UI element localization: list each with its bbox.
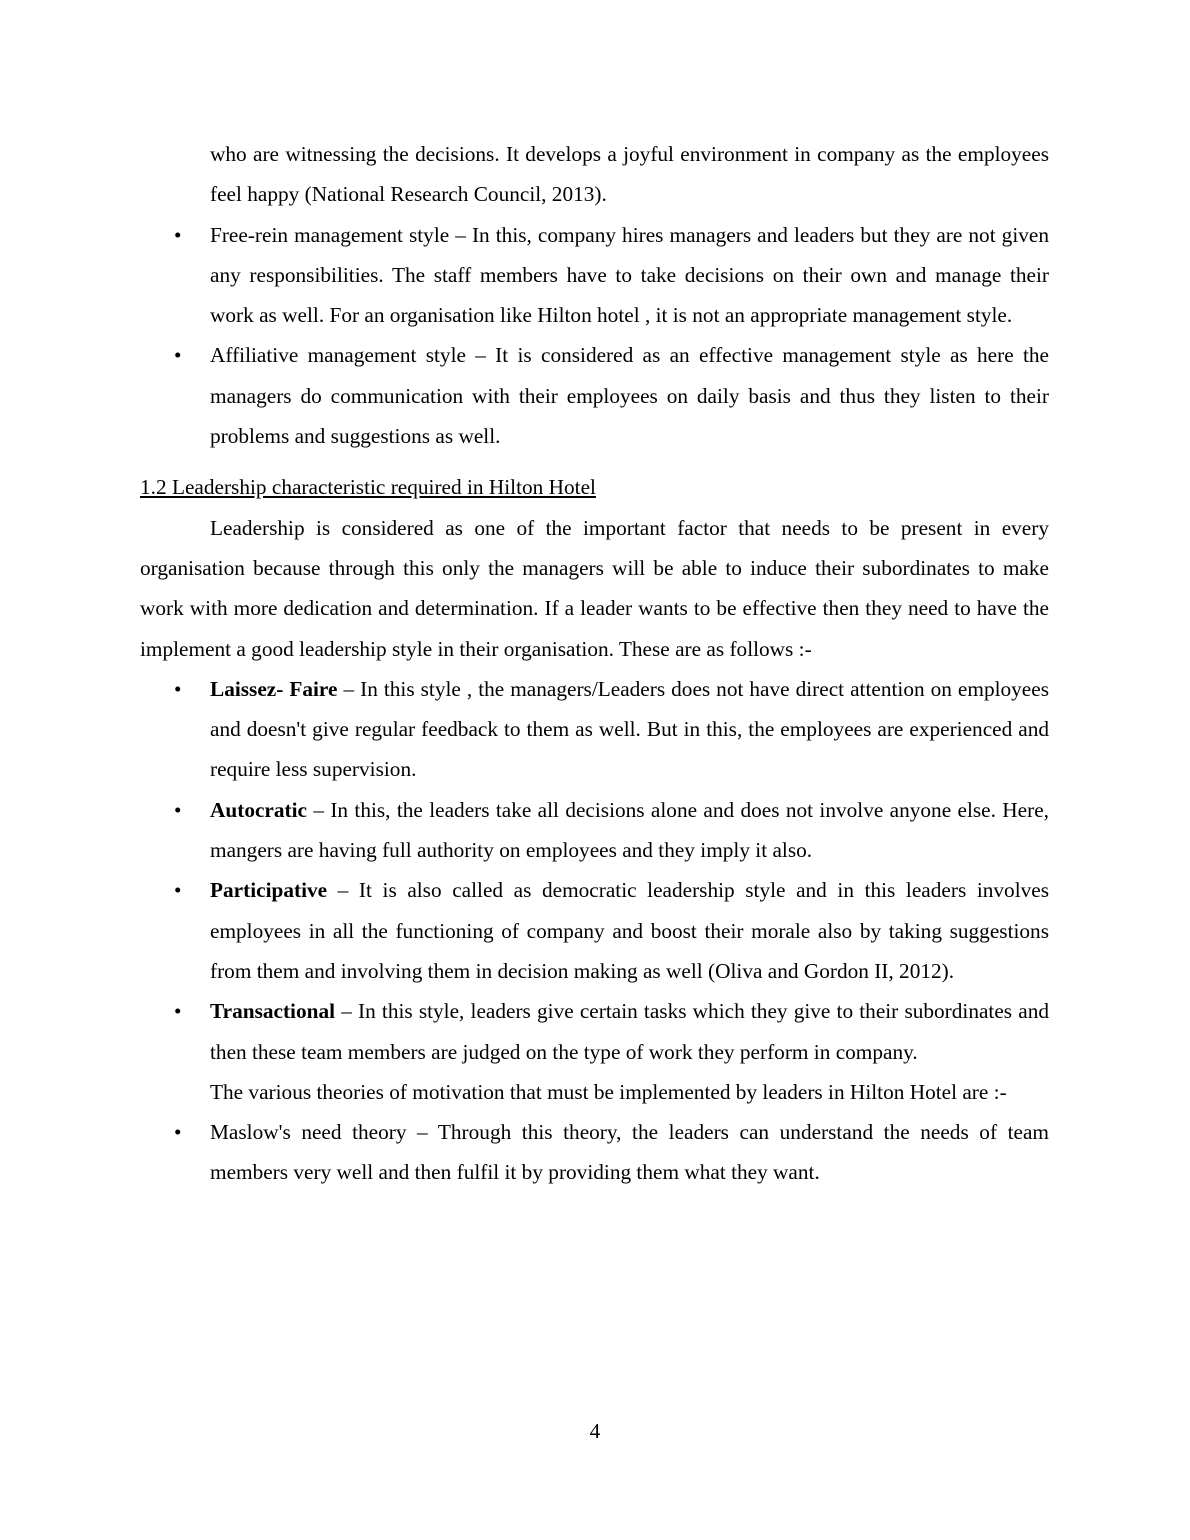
bullet-icon: •: [174, 222, 182, 247]
list-item-text: – In this, the leaders take all decisions alone and does not involve anyone else. Here, mangers are having full authority on employees and they imply it also.: [210, 797, 1049, 863]
list-item-laissez-faire: [140, 669, 1049, 790]
list-item-affiliative: [140, 335, 1049, 456]
bullet-icon: •: [174, 999, 182, 1024]
page-number: 4: [589, 1419, 601, 1443]
motivation-theories-list: [140, 1112, 1049, 1193]
motivation-intro-paragraph: The various theories of motivation that must be implemented by leaders in Hilton Hotel are :-: [210, 1079, 1007, 1104]
bullet-icon: •: [174, 878, 182, 903]
bullet-icon: •: [174, 676, 182, 701]
bullet-icon: •: [174, 343, 182, 368]
list-item-text: Free-rein management style – In this, company hires managers and leaders but they are not given any responsibilities. The staff members have to take decisions on their own and manage their work as well. For an organisation like Hilton hotel , it is not an appropriate management style.: [210, 222, 1049, 328]
list-item-text: – It is also called as democratic leadership style and in this leaders involves employees in all the functioning of company and boost their morale also by taking suggestions from them and involving them in decision making as well (Oliva and Gordon II, 2012).: [210, 878, 1049, 983]
leadership-styles-list: [140, 669, 1049, 1072]
bullet-icon: •: [174, 797, 182, 822]
list-item-text: Maslow's need theory – Through this theory, the leaders can understand the needs of team members very well and then fulfil it by providing them what they want.: [210, 1120, 1049, 1185]
page-content: [140, 134, 1049, 1193]
list-item-free-rein: [140, 215, 1049, 336]
term-label: Participative: [210, 878, 328, 903]
list-item-text: – In this style , the managers/Leaders does not have direct attention on employees and doesn't give regular feedback to them as well. But in this, the employees are experienced and require less supervision.: [210, 676, 1050, 782]
continued-paragraph: who are witnessing the decisions. It develops a joyful environment in company as the employees feel happy (National Research Council, 2013).: [210, 142, 1049, 207]
section-intro-paragraph: Leadership is considered as one of the important factor that needs to be present in every organisation because through this only the managers will be able to induce their subordinates to make work with more dedication and determination. If a leader wants to be effective then they need to have the implement a good leadership style in their organisation. These are as follows :-: [140, 515, 1049, 661]
term-label: Transactional: [210, 999, 336, 1024]
section-heading: 1.2 Leadership characteristic required in Hilton Hotel: [140, 475, 596, 500]
term-label: Autocratic: [210, 797, 307, 822]
term-label: Laissez- Faire: [210, 676, 338, 701]
list-item-participative: [140, 870, 1049, 991]
list-item-text: Affiliative management style – It is considered as an effective management style as here the managers do communication with their employees on daily basis and thus they listen to their problems and suggestions as well.: [210, 343, 1049, 449]
list-item-autocratic: [140, 790, 1049, 871]
list-item-maslow: [140, 1112, 1049, 1193]
list-item-text: – In this style, leaders give certain tasks which they give to their subordinates and then these team members are judged on the type of work they perform in company.: [210, 999, 1049, 1064]
bullet-icon: •: [174, 1120, 182, 1145]
management-styles-list: [140, 215, 1049, 457]
list-item-transactional: [140, 991, 1049, 1072]
